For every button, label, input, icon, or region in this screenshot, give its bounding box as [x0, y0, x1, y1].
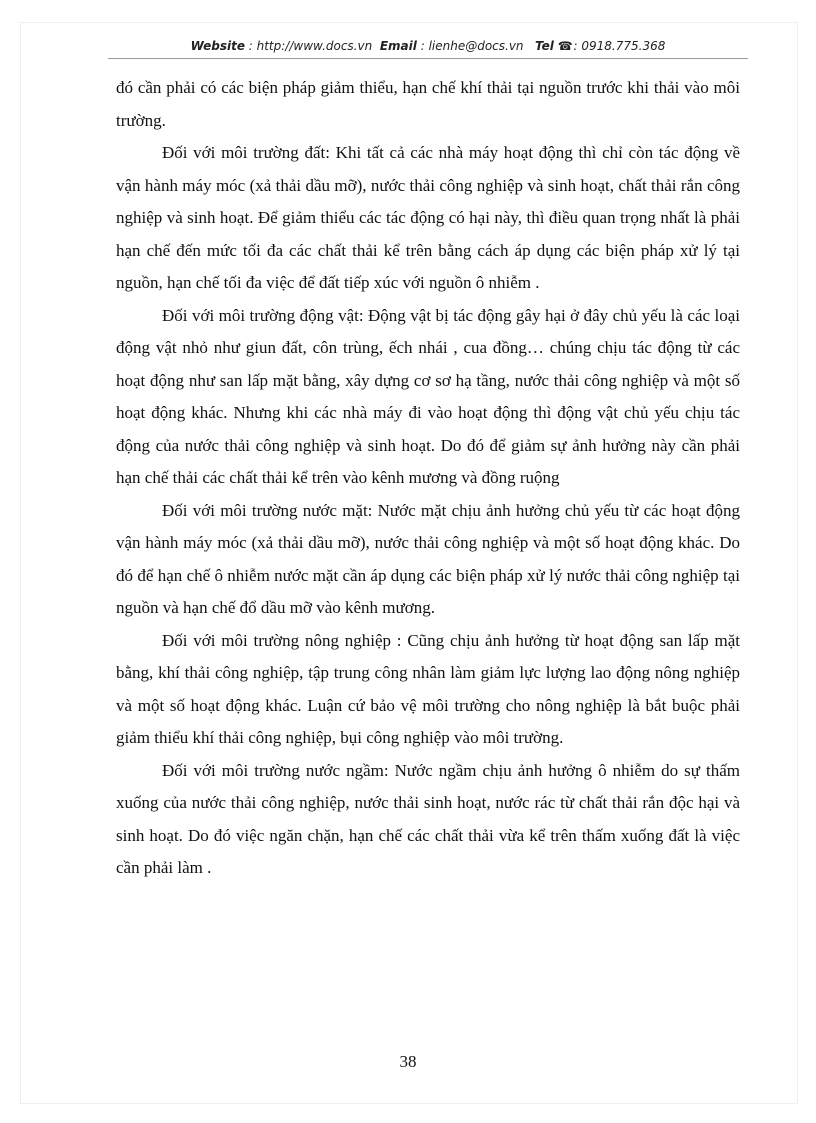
body-text	[116, 72, 740, 885]
paragraph-surface-water: Đối với môi trường nước mặt: Nước mặt chịu ảnh hưởng chủ yếu từ các hoạt động vận hành máy móc (xả thải dầu mỡ), nước thải công nghiệp và một số hoạt động khác. Do đó để hạn chế ô nhiễm nước mặt cần áp dụng các biện pháp xử lý nước thải công nghiệp tại nguồn và hạn chế đổ dầu mỡ vào kênh mương.	[116, 500, 740, 617]
email-label: Email	[379, 39, 417, 53]
phone-icon: ☎	[557, 39, 573, 53]
paragraph-animal-environment: Đối với môi trường động vật: Động vật bị tác động gây hại ở đây chủ yếu là các loại động vật nhỏ như giun đất, côn trùng, ếch nhái , cua đồng… chúng chịu tác động từ các hoạt động như san lấp mặt bằng, xây dựng cơ sơ hạ tầng, nước thải công nghiệp và một số hoạt động khác. Nhưng khi các nhà máy đi vào hoạt động thì động vật chủ yếu chịu tác động của nước thải công nghiệp và sinh hoạt. Do đó để giảm sự ảnh hưởng này cần phải hạn chế thải các chất thải kể trên vào kênh mương và đồng ruộng	[116, 305, 740, 487]
tel-number: 0918.775.368	[581, 39, 666, 53]
website-separator: :	[244, 39, 257, 53]
website-label: Website	[190, 39, 245, 53]
email-address: lienhe@docs.vn	[428, 39, 524, 53]
email-separator: :	[416, 39, 429, 53]
tel-label: Tel	[535, 39, 554, 53]
tel-separator: :	[569, 39, 582, 53]
page-number: 38	[399, 1052, 417, 1071]
paragraph-agriculture: Đối với môi trường nông nghiệp : Cũng chịu ảnh hưởng từ hoạt động san lấp mặt bằng, khí thải công nghiệp, tập trung công nhân làm giảm lực lượng lao động nông nghiệp và một số hoạt động khác. Luận cứ bảo vệ môi trường cho nông nghiệp là bắt buộc phải giảm thiểu khí thải công nghiệp, bụi công nghiệp vào môi trường.	[116, 630, 740, 747]
paragraph-soil-environment: Đối với môi trường đất: Khi tất cả các nhà máy hoạt động thì chỉ còn tác động về vận hành máy móc (xả thải dầu mỡ), nước thải công nghiệp và sinh hoạt, chất thải rắn công nghiệp và sinh hoạt. Để giảm thiểu các tác động có hại này, thì điều quan trọng nhất là phải hạn chế đến mức tối đa các chất thải kể trên bằng cách áp dụng các biện pháp xử lý tại nguồn, hạn chế tối đa việc để đất tiếp xúc với nguồn ô nhiễm .	[116, 143, 740, 292]
page-header	[108, 36, 748, 59]
paragraph-groundwater: Đối với môi trường nước ngầm: Nước ngầm chịu ảnh hưởng ô nhiễm do sự thấm xuống của nước thải công nghiệp, nước thải sinh hoạt, nước rác từ chất thải rắn độc hại và sinh hoạt. Do đó việc ngăn chặn, hạn chế các chất thải vừa kể trên thấm xuống đất là việc cần phải làm .	[116, 760, 740, 877]
paragraph-continuation: đó cần phải có các biện pháp giảm thiểu, hạn chế khí thải tại nguồn trước khi thải vào môi trường.	[116, 78, 740, 130]
website-url: http://www.docs.vn	[256, 39, 373, 53]
